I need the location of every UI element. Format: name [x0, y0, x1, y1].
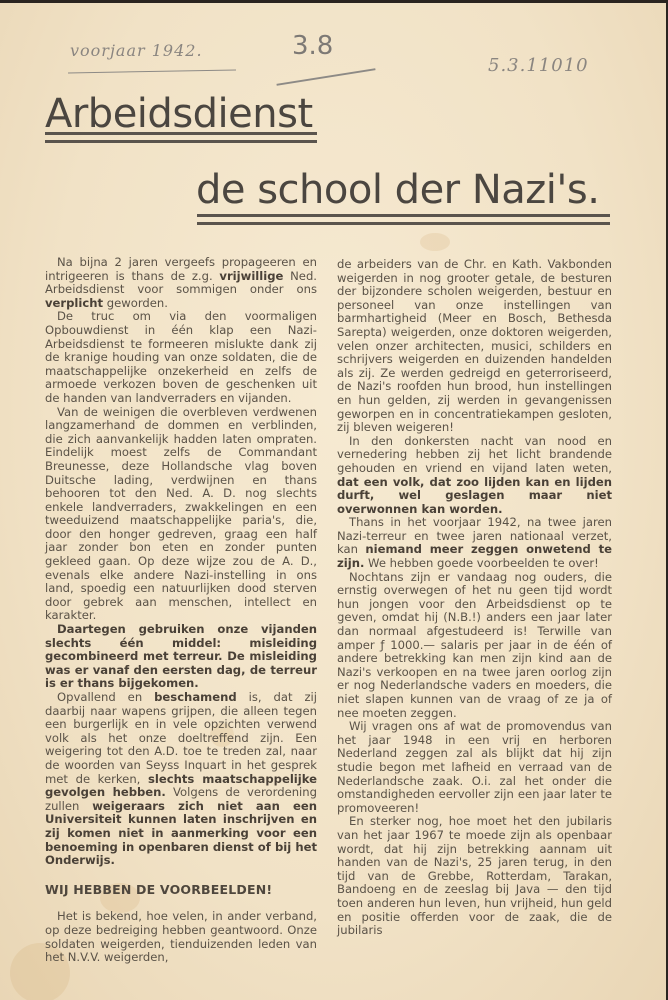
text-run: de arbeiders van de Chr. en Kath. Vakbonden weigerden in nog grooter getale, de besturen der bijzondere scholen weigerden, bestuur en personeel van onze instellingen van barmhartigheid (Meer en Bosch, Bethesda Sarepta) weigerden, onze doktoren weigerden, velen onzer architecten, musici, schilders en schrijvers weigerden en duizenden handelden als zij. Ze werden gedreigd en geterroriseerd, de Nazi's roofden hun brood, hun instellingen en hun gelden, zij werden in gevangenissen geworpen en in concentratiekampen gesloten, zij bleven weigeren!	[337, 257, 612, 435]
handwritten-archive-number: 5.3.11010	[488, 55, 589, 76]
bold-text: beschamend	[154, 690, 237, 704]
paragraph	[337, 516, 612, 570]
text-run: Thans in het voorjaar 1942, na twee jaren Nazi-terreur en twee jaren nationaal verzet, kan	[337, 515, 612, 557]
text-run: Volgens de verordening zullen	[45, 785, 317, 813]
paragraph	[45, 691, 317, 868]
headline-line-2: de school der Nazi's.	[196, 167, 600, 213]
paragraph	[45, 623, 317, 691]
document-page	[0, 3, 666, 1000]
paragraph	[337, 571, 612, 721]
text-run: Van de weinigen die overbleven verdwenen langzamerhand de dommen en verblinden, die zich aanvankelijk hadden laten ompraten. Eindelijk moest zelfs de Commandant Breunesse, deze Hollandsche vlag boven Duitsche lading, verdwijnen en thans behooren tot den Ned. A. D. nog slechts enkele landverraders, zwakkelingen en een tweeduizend maatschappelijke paria's, die, door den honger gedreven, graag een half jaar zonder bon eten en zonder punten gekleed gaan. Op deze wijze zou de A. D., evenals elke andere Nazi-instelling in ons land, spoedig een natuurlijken dood sterven door gebrek aan menschen, intellect en karakter.	[45, 404, 317, 623]
bold-text: vrijwillige	[219, 268, 284, 283]
bold-text: weigeraars zich niet aan een Universiteit kunnen laten inschrijven en zij komen niet in aanmerking voor een benoeming in openbaren dienst of bij het Onderwijs.	[45, 798, 318, 868]
paper-stain	[420, 233, 450, 251]
text-run: Opvallend en	[57, 690, 155, 704]
text-run: Na bijna 2 jaren vergeefs propageeren en intrigeeren is thans de z.g.	[45, 255, 317, 283]
text-run: We hebben goede voorbeelden te over!	[364, 556, 599, 571]
double-rule	[45, 132, 317, 143]
text-run: is, dat zij daarbij naar wapens grijpen, die alleen tegen een burgerlijk en in vele opzichten verwend volk als het onze doeltreffend zijn. Een weigering tot den A.D. toe te treden zal, naar de woorden van Seyss Inquart in het gesprek met de kerken,	[45, 690, 317, 786]
bold-text: slechts maatschappelijke gevolgen hebben.	[45, 771, 318, 800]
paragraph	[337, 815, 612, 937]
left-column-paragraphs	[45, 256, 317, 868]
paragraph: Het is bekend, hoe velen, in ander verband, op deze bedreiging hebben geantwoord. Onze soldaten weigerden, tienduizenden leden van het N.V.V. weigerden,	[45, 909, 317, 965]
text-run: De truc om via den voormaligen Opbouwdienst in één klap een Nazi-Arbeidsdienst te formeeren mislukte dank zij de kranige houding van onze soldaten, die de maatschappelijke onzekerheid en zelfs de armoede verkozen boven de geschenken uit de handen van landverraders en vijanden.	[45, 309, 317, 405]
paragraph	[45, 310, 317, 405]
text-run: Ned. Arbeidsdienst voor sommigen onder ons	[45, 268, 317, 297]
paragraph	[45, 256, 317, 310]
right-column	[337, 258, 612, 938]
bold-text: Daartegen gebruiken onze vijanden slechts één middel: misleiding gecombineerd met terreur. De misleiding was er vanaf den eersten dag, de terreur is er thans bijgekomen.	[45, 622, 317, 691]
right-column-paragraphs	[337, 258, 612, 938]
text-run: Wij vragen ons af wat de promovendus van het jaar 1948 in een vrij en herboren Nederland zeggen zal als blijkt dat hij zijn studie begon met lafheid en verraad van de Nederlandsche zaak. O.i. zal het onder die omstandigheden eervoller zijn een jaar later te promoveeren!	[337, 719, 612, 815]
bold-text: dat een volk, dat zoo lijden kan en lijden durft, wel geslagen maar niet overwonnen kan worden.	[337, 474, 612, 516]
handwritten-reference: 3.8	[292, 31, 334, 61]
text-run: geworden.	[103, 295, 168, 310]
paragraph	[337, 258, 612, 435]
subheading: WIJ HEBBEN DE VOORBEELDEN!	[45, 881, 273, 897]
bold-text: niemand meer zeggen onwetend te zijn.	[337, 542, 613, 571]
bold-text: verplicht	[45, 295, 104, 310]
text-run: In den donkersten nacht van nood en vernedering hebben zij het licht brandende gehouden en vriend en vijand laten weten,	[337, 433, 612, 475]
paragraph	[45, 406, 317, 624]
double-rule	[197, 214, 610, 225]
handwritten-underline	[276, 68, 375, 86]
headline-line-1: Arbeidsdienst	[45, 91, 313, 137]
handwritten-underline	[68, 70, 236, 74]
handwritten-date-note: voorjaar 1942.	[70, 41, 203, 60]
text-run: Nochtans zijn er vandaag nog ouders, die ernstig overwegen of het nu geen tijd wordt hun jongen voor den Arbeidsdienst op te geven, omdat hij (N.B.!) anders een jaar later dan normaal afgestudeerd is! Terwille van amper ƒ 1000.— salaris per jaar in de één of andere betrekking kan men zijn kind aan de Nazi's verkoopen en na twee jaren oorlog zijn er nog Nederlandsche vaders en moeders, die niet slapen kunnen van de vraag of ze ja of nee moeten zeggen.	[337, 569, 612, 720]
paragraph	[337, 720, 612, 815]
text-run: En sterker nog, hoe moet het den jubilaris van het jaar 1967 te moede zijn als openbaar wordt, dat hij zijn betrekking aannam uit handen van de Nazi's, 25 jaren terug, in den tijd van de Grebbe, Rotterdam, Tarakan, Bandoeng en de zeeslag bij Java — den tijd toen anderen hun leven, hun vrijheid, hun geld en positie offerden voor de zaak, die de jubilaris	[337, 814, 612, 938]
left-column	[45, 256, 317, 965]
paragraph	[337, 435, 612, 517]
